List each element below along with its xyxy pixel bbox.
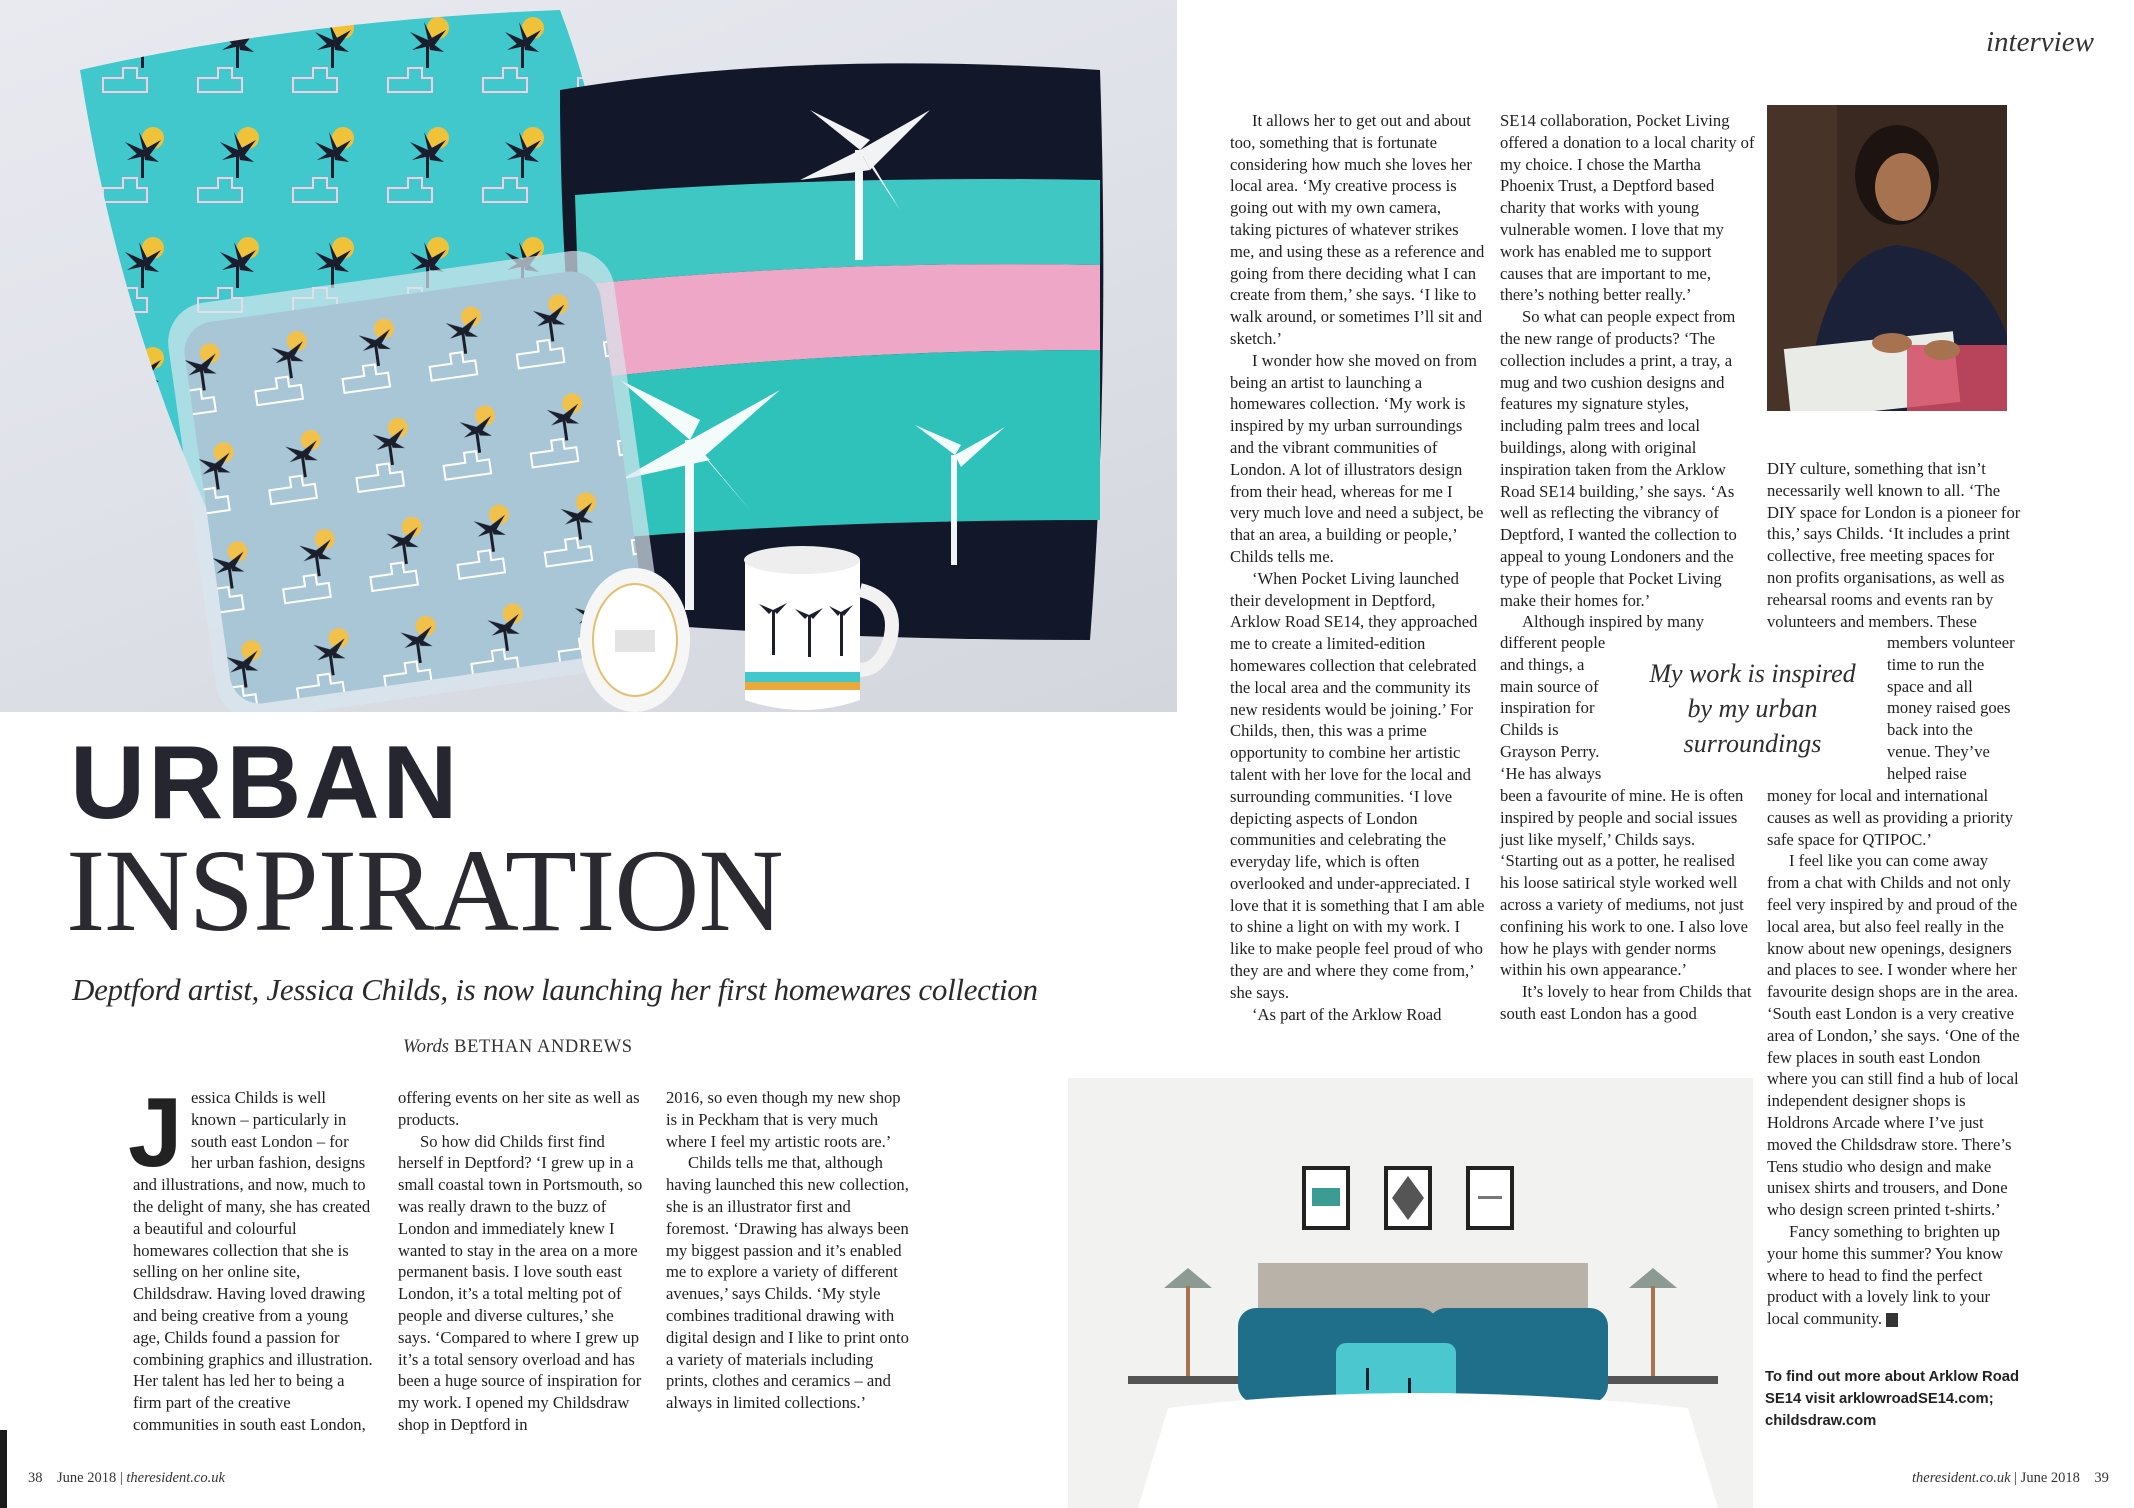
footer-separator: | bbox=[2014, 1470, 2018, 1486]
article-column-5c bbox=[1500, 785, 1755, 1025]
text-line: helped raise bbox=[1887, 763, 1967, 783]
paragraph: been a favourite of mine. He is often inspired by people and social issues just like myself,’ Childs says. ‘Starting out as a potter, he realised his loose satirical style worked well across a variety of mediums, not just confining his work to one. I also love how he plays with gender norms within his own appearance.’ bbox=[1500, 786, 1748, 980]
page-number: 38 bbox=[28, 1470, 43, 1486]
text-line: time to run the bbox=[1887, 654, 1985, 674]
byline-author: BETHAN ANDREWS bbox=[454, 1037, 633, 1057]
paragraph: It’s lovely to hear from Childs that south east London has a good bbox=[1500, 982, 1752, 1023]
artist-photo-illustration bbox=[1767, 105, 2007, 411]
paragraph: money for local and international causes as well as providing a priority safe space for QTIPOC.’ bbox=[1767, 786, 2014, 849]
text-line: members volunteer bbox=[1887, 633, 2015, 652]
paragraph: 2016, so even though my new shop is in Peckham that is very much where I feel my artistic roots are.’ bbox=[666, 1088, 901, 1151]
product-photo bbox=[0, 0, 1177, 712]
paragraph: I feel like you can come away from a chat with Childs and not only feel very inspired by and proud of the local area, but also feel really in the know about new openings, designers and places to see. I wonder where her favourite design shops are in the area. ‘South east London is a very creative area of London,’ she says. ‘One of the few places in south east London where you can still find a hub of local independent designer shops is Holdrons Arcade where I’ve just moved the Childsdraw store. There’s Tens studio who design and make unisex shirts and trousers, and Done who design screen printed t-shirts.’ bbox=[1767, 851, 2020, 1220]
paragraph: It allows her to get out and about too, something that is fortunate considering how much she loves her local area. ‘My creative process is going out with my own camera, taking pictures of whatever strikes me, and using these as a reference and going from there deciding what I can create from them,’ she says. ‘I like to walk around, or sometimes I’ll sit and sketch.’ bbox=[1230, 111, 1485, 348]
paragraph: south east London – for bbox=[191, 1131, 349, 1151]
footer-left bbox=[28, 1470, 225, 1487]
section-label: interview bbox=[1986, 26, 2094, 58]
text-line: back into the bbox=[1887, 720, 1973, 740]
text-line: inspiration for bbox=[1500, 698, 1595, 718]
end-mark: r bbox=[1886, 1313, 1898, 1327]
article-column-5a bbox=[1500, 110, 1755, 633]
byline-label: Words bbox=[403, 1037, 449, 1057]
paragraph: Childs tells me that, although having launched this new collection, she is an illustrator first and foremost. ‘Drawing has always been my biggest passion and it’s enabled me to explore a variety of different avenues,’ says Childs. ‘My style combines traditional drawing with digital design and I like to print onto a variety of materials including prints, clothes and ceramics – and always in limited collections.’ bbox=[666, 1153, 909, 1413]
byline bbox=[403, 1037, 633, 1058]
info-box: To find out more about Arklow Road SE14 visit arklowroadSE14.com; childsdraw.com bbox=[1765, 1369, 2019, 1429]
article-column-6b bbox=[1887, 632, 2027, 785]
issue-date: June 2018 bbox=[57, 1470, 117, 1486]
drop-cap: J bbox=[128, 1077, 183, 1187]
issue-date: June 2018 bbox=[2020, 1470, 2080, 1486]
text-line: Childs is bbox=[1500, 720, 1559, 740]
site-name: theresident.co.uk bbox=[1912, 1470, 2011, 1486]
text-line: Grayson Perry. bbox=[1500, 741, 1600, 761]
paragraph: SE14 collaboration, Pocket Living offered a donation to a local charity of my choice. I chose the Martha Phoenix Trust, a Deptford based charity that works with young vulnerable women. I love that my work has enabled me to support causes that are important to me, there’s nothing better really.’ bbox=[1500, 111, 1755, 305]
article-column-6a bbox=[1767, 458, 2022, 632]
paragraph: known – particularly in bbox=[191, 1109, 347, 1129]
paragraph: ‘When Pocket Living launched their development in Deptford, Arklow Road SE14, they approached me to create a limited-edition homewares collection that celebrated the local area and the community its new residents would be joining.’ For Childs, then, this was a prime opportunity to combine her artistic talent with her love for the local and surrounding communities. ‘I love depicting aspects of London communities and celebrating the everyday life, which is often overlooked and under-appreciated. I love that it is something that I am able to shine a light on with my work. I like to make people feel proud of who they are and where they come from,’ she says. bbox=[1230, 568, 1485, 1002]
site-name: theresident.co.uk bbox=[126, 1470, 225, 1486]
text-line: venue. They’ve bbox=[1887, 741, 1990, 761]
page-number: 39 bbox=[2094, 1470, 2109, 1486]
text-line: space and all bbox=[1887, 676, 1973, 696]
article-column-4 bbox=[1230, 110, 1485, 1025]
article-column-2 bbox=[398, 1087, 643, 1436]
text-line: and things, a bbox=[1500, 654, 1585, 674]
paragraph bbox=[1767, 1221, 2022, 1330]
paragraph: I wonder how she moved on from being an artist to launching a homewares collection. ‘My work is inspired by my urban surroundings and the vibrant communities of London. A lot of illustrators design from their head, whereas for me I very much love and need a subject, be that an area, a building or people,’ Childs tells me. bbox=[1230, 350, 1484, 566]
text-line: main source of bbox=[1500, 676, 1599, 696]
paragraph: her urban fashion, designs bbox=[191, 1153, 366, 1173]
text-line: different people bbox=[1500, 633, 1606, 652]
paragraph: ‘As part of the Arklow Road bbox=[1252, 1004, 1442, 1024]
headline-line2: INSPIRATION bbox=[66, 825, 783, 956]
pull-quote: My work is inspired by my urban surroundings bbox=[1649, 659, 1856, 758]
footer-separator: | bbox=[119, 1470, 123, 1486]
bedroom-photo bbox=[1068, 1078, 1753, 1508]
article-column-5b bbox=[1500, 632, 1640, 785]
headline-line1: URBAN bbox=[70, 725, 461, 841]
bedroom-photo-illustration bbox=[1068, 1078, 1753, 1508]
article-column-6c bbox=[1767, 785, 2022, 1330]
footer-right bbox=[1912, 1470, 2109, 1487]
article-column-1 bbox=[133, 1087, 373, 1436]
paragraph: offering events on her site as well as products. bbox=[398, 1088, 640, 1129]
paragraph: essica Childs is well bbox=[191, 1088, 327, 1107]
paragraph: and illustrations, and now, much to the delight of many, she has created a beautiful and colourful homewares collection that she is selling on her online site, Childsdraw. Having loved drawing and being creative from a young age, Childs found a passion for combining graphics and illustration. Her talent has led her to being a firm part of the creative communities in south east London, bbox=[133, 1175, 373, 1434]
paragraph: Although inspired by many bbox=[1522, 612, 1705, 632]
paragraph: So how did Childs first find herself in Deptford? ‘I grew up in a small coastal town in Portsmouth, so was really drawn to the buzz of London and immediately knew I wanted to stay in the area on a more permanent basis. I love south east London, it’s a total melting pot of people and diverse cultures,’ she says. ‘Compared to where I grew up it’s a total sensory overload and has been a huge source of inspiration for my work. I opened my Childsdraw shop in Deptford in bbox=[398, 1131, 643, 1434]
text-line: ‘He has always bbox=[1500, 763, 1602, 783]
artist-photo bbox=[1767, 105, 2007, 411]
wall-prints bbox=[1304, 1168, 1512, 1228]
paragraph: DIY culture, something that isn’t necessarily well known to all. ‘The DIY space for London is a pioneer for this,’ says Childs. ‘It includes a print collective, free meeting spaces for non profits organisations, as well as rehearsal rooms and events ran by volunteers and members. These bbox=[1767, 459, 2021, 631]
standfirst: Deptford artist, Jessica Childs, is now launching her first homewares collection bbox=[72, 972, 1038, 1007]
article-column-3 bbox=[666, 1087, 913, 1414]
closing-text: Fancy something to brighten up your home this summer? You know where to head to find the perfect product with a lovely link to your local community. bbox=[1767, 1221, 2003, 1329]
paragraph: So what can people expect from the new range of products? ‘The collection includes a print, a tray, a mug and two cushion designs and features my signature styles, including palm trees and local buildings, along with original inspiration taken from the Arklow Road SE14 building,’ she says. ‘As well as reflecting the vibrancy of Deptford, I wanted the collection to appeal to young Londoners and the type of people that Pocket Living make their homes for.’ bbox=[1500, 307, 1737, 610]
product-photo-illustration bbox=[0, 0, 1177, 712]
page-spine bbox=[0, 1430, 7, 1508]
text-line: money raised goes bbox=[1887, 698, 2011, 718]
